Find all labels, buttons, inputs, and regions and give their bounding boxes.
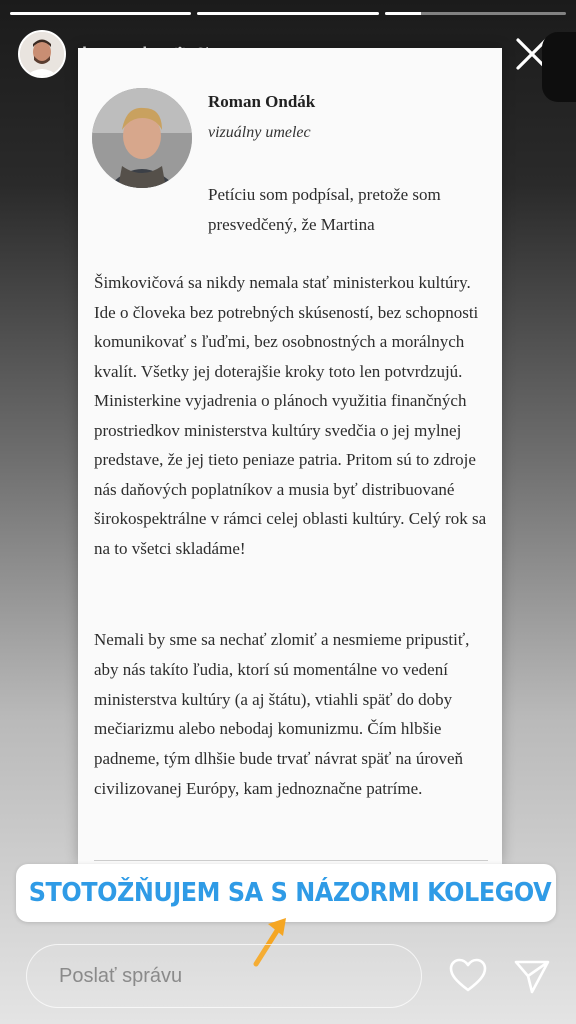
divider [94, 860, 488, 861]
progress-segment-3 [385, 12, 566, 15]
story-progress-bar [10, 12, 566, 15]
progress-fill-2 [197, 12, 378, 15]
avatar-image [20, 32, 64, 76]
send-message-placeholder: Poslať správu [59, 964, 183, 987]
progress-fill-1 [10, 12, 191, 15]
link-sticker-label: STOTOŽŇUJEM SA S NÁZORMI KOLEGOV [28, 878, 552, 908]
author-role: vizuálny umelec [208, 124, 311, 141]
article-paragraph-1-start [208, 180, 488, 239]
author-portrait [92, 88, 192, 188]
progress-fill-3 [385, 12, 421, 15]
send-message-input[interactable] [26, 944, 422, 1008]
author-name: Roman Ondák [208, 92, 316, 111]
article-paragraph-1-rest: Šimkovičová sa nikdy nemala stať ministerkou kultúry. Ide o človeka bez potrebných skúseností, bez schopnosti komunikovať s ľuďmi, bez osobnostných a morálnych kvalít. Všetky jej doterajšie kroky toto len potvrdzujú. Ministerkine vyjadrenia o plánoch využitia finančných prostriedkov ministerstva kultúry svedčia o jej mylnej predstave, že jej tieto peniaze patria. Pritom sú to zdroje nás daňových poplatníkov a musia byť distribuované širokospektrálne v rámci celej oblasti kultúry. Celý rok sa na to všetci skladáme! [94, 273, 487, 558]
article-screenshot [78, 48, 502, 864]
heart-icon[interactable] [448, 956, 488, 996]
progress-segment-2 [197, 12, 378, 15]
avatar[interactable] [18, 30, 66, 78]
progress-segment-1 [10, 12, 191, 15]
edge-shadow [542, 32, 576, 102]
paragraph-1-line-1: Petíciu som podpísal, pretože som [208, 185, 441, 204]
author-photo-image [92, 88, 192, 188]
send-icon[interactable] [512, 956, 552, 996]
paragraph-1-line-2: presvedčený, že Martina [208, 214, 375, 234]
article-paragraph-2: Nemali by sme sa nechať zlomiť a nesmieme pripustiť, aby nás takíto ľudia, ktorí sú momentálne vo vedení ministerstva kultúry (a aj štátu), vtiahli späť do doby mečiarizmu alebo nebodaj komunizmu. Čím hlbšie padneme, tým dlhšie bude trvať návrat späť na úroveň civilizovanej Európy, kam jednoznačne patríme. [94, 630, 470, 798]
